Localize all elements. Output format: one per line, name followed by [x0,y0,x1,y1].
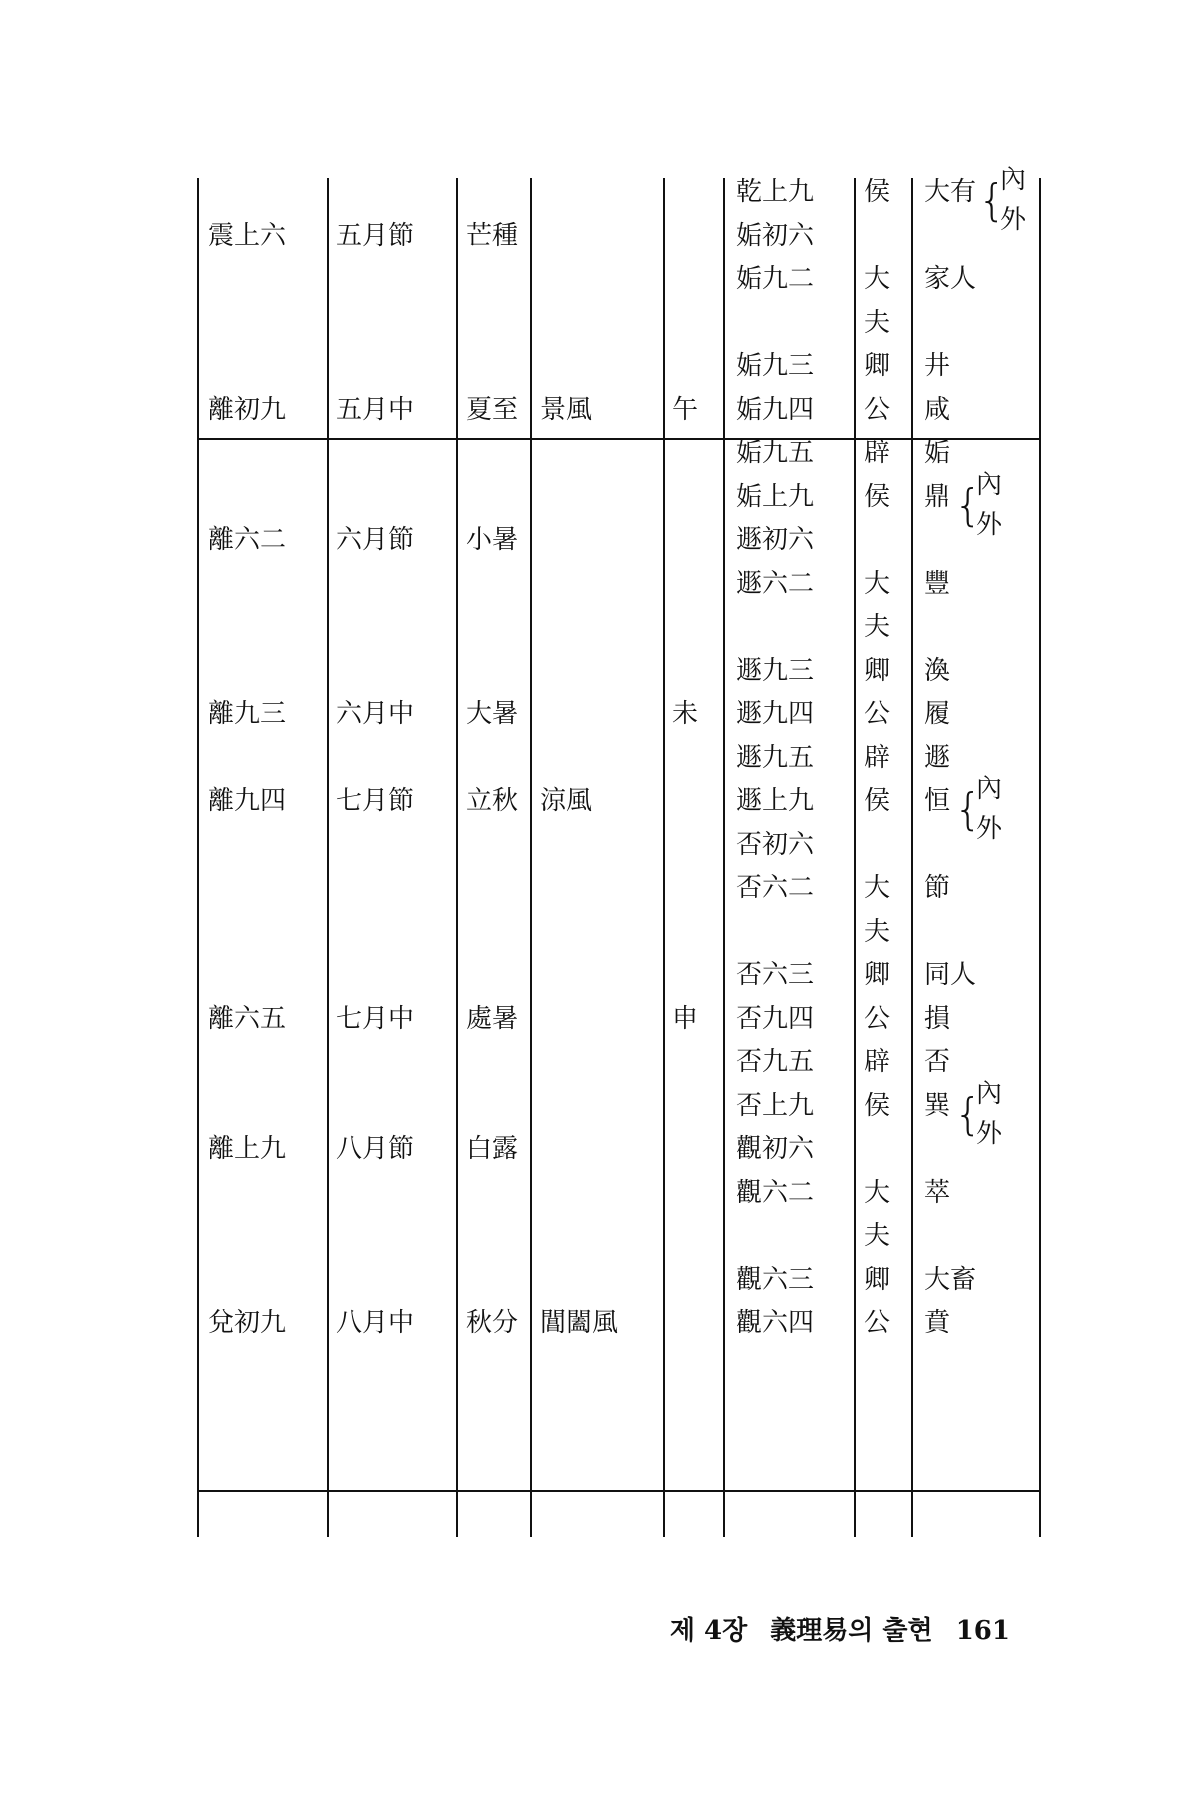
wind-cell: 景風 [540,394,593,425]
column-rule [911,178,913,1537]
solar-term-cell: 夏至 [466,394,519,425]
hexagram-cell: 大有 [924,177,977,207]
column-rule [197,178,199,1537]
rank-cell: 公 [864,1308,891,1338]
wind-cell: 閶闔風 [540,1308,619,1338]
outer-label: 外 [1000,205,1027,235]
hexagram-line-cell: 姤九四 [736,394,815,425]
rank-cell: 夫 [864,612,891,642]
inner-label: 內 [1000,165,1027,195]
line-cell: 兌初九 [208,1308,287,1338]
rank-cell: 大 [864,264,891,294]
branch-cell: 申 [672,1003,699,1034]
hexagram-line-cell: 觀六二 [736,1177,815,1208]
rank-cell: 大 [864,568,891,599]
rank-cell: 卿 [864,1264,891,1295]
rank-cell: 夫 [864,307,891,338]
rank-cell: 大 [864,1177,891,1208]
line-cell: 震上六 [208,220,287,251]
hexagram-line-cell: 否六二 [736,873,815,903]
hexagram-line-cell: 遯九三 [736,655,815,686]
column-rule [327,178,329,1537]
column-rule [456,178,458,1537]
hexagram-cell: 姤 [924,438,951,468]
month-cell: 五月中 [336,394,415,425]
rank-cell: 侯 [864,177,891,207]
rank-cell: 公 [864,1003,891,1034]
hexagram-line-cell: 否九五 [736,1047,815,1077]
hexagram-cell: 否 [924,1047,951,1077]
hexagram-line-cell: 遯九四 [736,699,815,729]
month-cell: 六月節 [336,525,415,555]
hexagram-line-cell: 姤九五 [736,438,815,468]
hexagram-cell: 履 [924,699,951,729]
hexagram-line-cell: 遯上九 [736,786,815,816]
hexagram-cell: 鼎 [924,481,951,512]
hexagram-cell: 萃 [924,1177,951,1208]
page-number: 161 [955,1616,1010,1646]
inner-label: 內 [976,1078,1003,1109]
line-cell: 離六二 [208,525,287,555]
hexagram-line-cell: 觀六三 [736,1264,815,1295]
hexagram-cell: 咸 [924,394,951,425]
row-rule [197,1490,1041,1492]
hexagram-cell: 損 [924,1003,951,1034]
hexagram-cell: 井 [924,351,951,381]
hexagram-line-cell: 姤初六 [736,220,815,251]
rank-cell: 辟 [864,742,891,773]
solar-term-cell: 芒種 [466,220,519,251]
rank-cell: 辟 [864,1047,891,1077]
hexagram-line-cell: 遯九五 [736,742,815,773]
hexagram-line-cell: 姤上九 [736,481,815,512]
hexagram-line-cell: 姤九三 [736,351,815,381]
solar-term-cell: 處暑 [466,1003,519,1034]
brace-icon: { [978,175,1006,226]
month-cell: 六月中 [336,699,415,729]
hexagram-cell: 節 [924,873,951,903]
brace-icon: { [954,784,982,835]
hexagram-cell: 巽 [924,1090,951,1121]
hexagram-line-cell: 觀初六 [736,1134,815,1164]
brace-icon: { [954,1088,982,1140]
hexagram-line-cell: 否九四 [736,1003,815,1034]
month-cell: 七月節 [336,786,415,816]
inner-label: 內 [976,469,1003,500]
hexagram-line-cell: 否上九 [736,1090,815,1121]
solar-term-cell: 大暑 [466,699,519,729]
branch-cell: 未 [672,699,699,729]
rank-cell: 卿 [864,351,891,381]
rank-cell: 夫 [864,1221,891,1251]
solar-term-cell: 立秋 [466,786,519,816]
rank-cell: 侯 [864,786,891,816]
column-rule [1039,178,1041,1537]
month-cell: 五月節 [336,220,415,251]
solar-term-cell: 白露 [466,1134,519,1164]
line-cell: 離九三 [208,699,287,729]
hexagram-cell: 豐 [924,568,951,599]
hexagram-line-cell: 觀六四 [736,1308,815,1338]
hexagram-line-cell: 乾上九 [736,177,815,207]
month-cell: 八月中 [336,1308,415,1338]
hexagram-line-cell: 姤九二 [736,264,815,294]
solar-term-cell: 小暑 [466,525,519,555]
brace-icon: { [954,479,982,531]
wind-cell: 涼風 [540,786,593,816]
rank-cell: 公 [864,699,891,729]
hexagram-cell: 大畜 [924,1264,977,1295]
row-rule [197,438,1041,440]
line-cell: 離九四 [208,786,287,816]
chapter-label: 제 4장 [669,1616,748,1646]
rank-cell: 公 [864,394,891,425]
line-cell: 離上九 [208,1134,287,1164]
outer-label: 外 [976,814,1003,844]
branch-cell: 午 [672,394,699,425]
hexagram-cell: 遯 [924,742,951,773]
line-cell: 離六五 [208,1003,287,1034]
rank-cell: 辟 [864,438,891,468]
rank-cell: 夫 [864,916,891,947]
hexagram-line-cell: 遯初六 [736,525,815,555]
column-rule [854,178,856,1537]
inner-label: 內 [976,774,1003,804]
hexagram-line-cell: 否六三 [736,960,815,990]
hexagram-cell: 同人 [924,960,977,990]
rank-cell: 侯 [864,1090,891,1121]
chapter-title: 義理易의 출현 [770,1616,933,1646]
month-cell: 八月節 [336,1134,415,1164]
outer-label: 外 [976,1118,1003,1149]
rank-cell: 卿 [864,655,891,686]
solar-term-cell: 秋分 [466,1308,519,1338]
hexagram-line-cell: 遯六二 [736,568,815,599]
rank-cell: 大 [864,873,891,903]
line-cell: 離初九 [208,394,287,425]
hexagram-cell: 家人 [924,264,977,294]
hexagram-line-cell: 否初六 [736,829,815,860]
hexagram-cell: 恒 [924,786,951,816]
column-rule [530,178,532,1537]
hexagram-cell: 渙 [924,655,951,686]
rank-cell: 侯 [864,481,891,512]
column-rule [663,178,665,1537]
column-rule [723,178,725,1537]
rank-cell: 卿 [864,960,891,990]
hexagram-cell: 賁 [924,1308,951,1338]
outer-label: 外 [976,509,1003,540]
page-footer [656,1610,1010,1647]
month-cell: 七月中 [336,1003,415,1034]
